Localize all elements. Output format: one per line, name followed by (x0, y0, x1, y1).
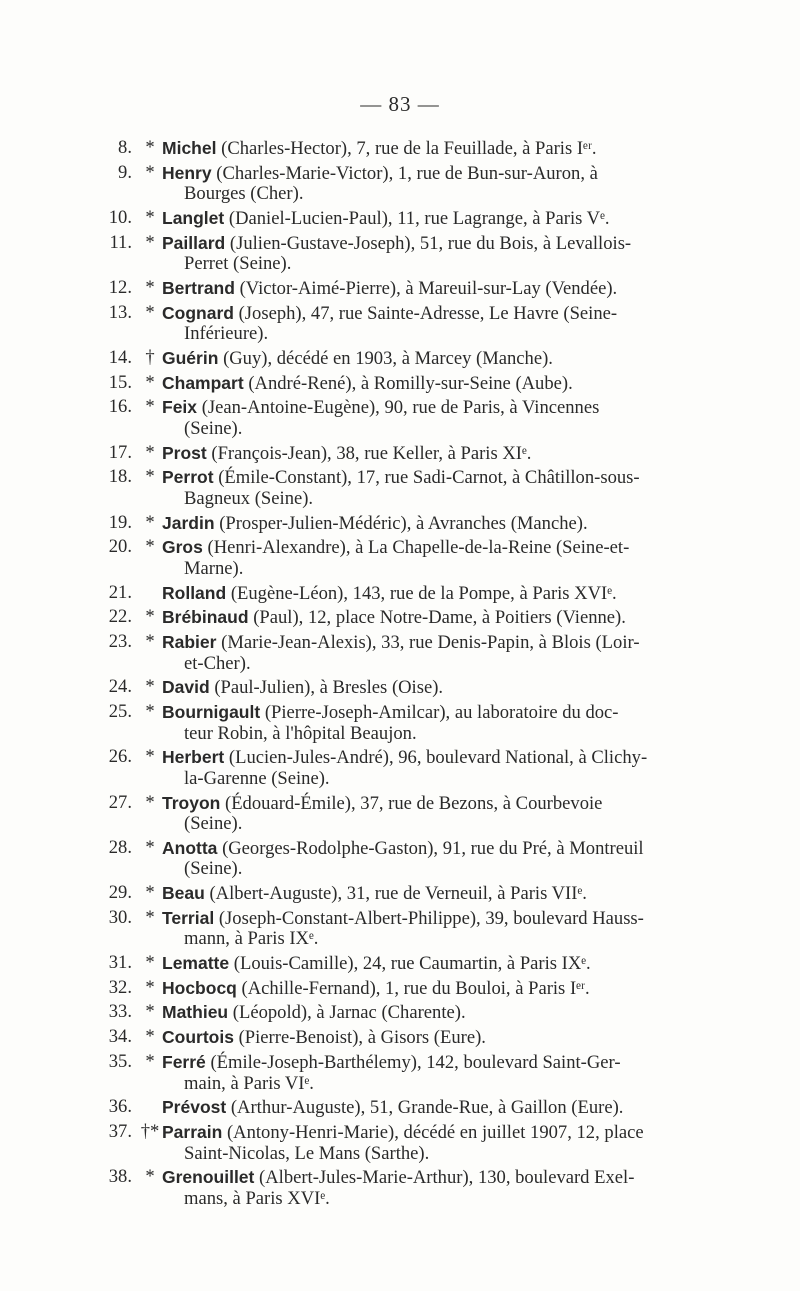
entry-details: (Henri-Alexandre), à La Chapelle-de-la-Reine (Seine-et- (207, 537, 630, 559)
entry-marker: * (145, 137, 155, 158)
entry-item (92, 883, 694, 905)
entry-details: (Paul-Julien), à Bresles (Oise). (214, 677, 444, 699)
entry-name: Langlet (162, 207, 225, 228)
entry-text (162, 348, 694, 370)
entry-number: 34. (108, 1026, 132, 1048)
page-number: — 83 — (360, 92, 440, 116)
entry-number: 29. (108, 881, 132, 903)
entry-marker: †* (140, 1120, 160, 1142)
entry-details: (Paul), 12, place Notre-Dame, à Poitiers (Vienne). (253, 607, 626, 629)
entry-item (92, 303, 694, 345)
entry-name: Prost (162, 442, 207, 463)
entry-item (92, 632, 694, 674)
entry-item (92, 1122, 694, 1164)
entry-number: 30. (108, 906, 132, 928)
entry-text (162, 908, 694, 950)
entry-details: (André-René), à Romilly-sur-Seine (Aube). (248, 372, 573, 394)
entry-marker: * (145, 511, 155, 533)
entry-number: 11. (109, 231, 132, 253)
entry-number: 31. (108, 951, 132, 973)
entry-details: (Victor-Aimé-Pierre), à Mareuil-sur-Lay (Vendée). (239, 277, 618, 299)
entry-number: 21. (108, 581, 132, 603)
entry-details: (Eugène-Léon), 143, rue de la Pompe, à Paris XVIᵉ. (230, 582, 617, 604)
entry-item (92, 373, 694, 395)
entry-number: 25. (108, 701, 132, 723)
entry-list (92, 138, 694, 1212)
entry-details: (Émile-Joseph-Barthélemy), 142, boulevard Saint-Ger- (210, 1051, 621, 1073)
entry-details: (Albert-Jules-Marie-Arthur), 130, boulevard Exel- (259, 1167, 635, 1189)
entry-item (92, 583, 694, 605)
entry-item (92, 908, 694, 950)
entry-item (92, 793, 694, 835)
entry-number: 36. (108, 1096, 132, 1118)
entry-number: 38. (108, 1166, 132, 1188)
entry-marker: * (145, 536, 155, 558)
entry-continuation: Marne). (184, 558, 244, 579)
entry-marker: * (145, 746, 155, 768)
entry-item (92, 978, 694, 1000)
entry-number: 20. (108, 536, 132, 558)
entry-number: 17. (108, 441, 132, 463)
entry-details: (Louis-Camille), 24, rue Caumartin, à Paris IXᵉ. (233, 952, 591, 974)
entry-text (162, 978, 694, 1000)
entry-text (162, 793, 694, 835)
entry-continuation: Bourges (Cher). (184, 183, 304, 205)
entry-details: (Marie-Jean-Alexis), 33, rue Denis-Papin, à Blois (Loir- (221, 632, 640, 654)
entry-name: Grenouillet (162, 1167, 255, 1188)
entry-name: Feix (162, 397, 198, 418)
entry-text (162, 467, 694, 509)
entry-marker: * (145, 1166, 155, 1188)
entry-text (162, 583, 694, 605)
entry-continuation: Inférieure). (184, 323, 269, 345)
entry-name: David (162, 677, 210, 698)
entry-details: (Guy), décédé en 1903, à Marcey (Manche). (223, 347, 553, 369)
entry-name: Hocbocq (162, 977, 237, 998)
entry-text (162, 747, 694, 789)
entry-number: 26. (108, 746, 132, 768)
entry-text (162, 1167, 694, 1209)
entry-continuation: et-Cher). (184, 652, 251, 674)
entry-marker: * (145, 276, 155, 298)
entry-text (162, 953, 694, 975)
entry-name: Mathieu (162, 1002, 229, 1023)
entry-name: Courtois (162, 1027, 234, 1048)
entry-text (162, 702, 694, 744)
entry-continuation: Perret (Seine). (184, 253, 292, 275)
entry-marker: * (145, 1026, 155, 1048)
entry-text (162, 1027, 694, 1049)
entry-text (162, 373, 694, 395)
entry-number: 37. (108, 1120, 132, 1142)
entry-item (92, 278, 694, 300)
entry-name: Rabier (162, 632, 217, 653)
entry-item (92, 607, 694, 629)
entry-continuation: (Seine). (184, 813, 243, 835)
entry-marker: * (145, 631, 155, 653)
entry-number: 13. (108, 301, 132, 323)
entry-details: (Charles-Marie-Victor), 1, rue de Bun-sur-Auron, à (216, 162, 598, 184)
entry-continuation: mann, à Paris IXᵉ. (184, 928, 319, 950)
entry-name: Herbert (162, 747, 225, 768)
entry-marker: * (145, 881, 155, 903)
entry-text (162, 208, 694, 230)
entry-marker: * (145, 231, 155, 253)
entry-continuation: mans, à Paris XVIᵉ. (184, 1187, 330, 1209)
entry-name: Jardin (162, 512, 215, 533)
entry-name: Bertrand (162, 277, 235, 298)
entry-text (162, 397, 694, 439)
entry-item (92, 467, 694, 509)
entry-text (162, 537, 694, 579)
entry-number: 12. (108, 276, 132, 298)
entry-marker: * (145, 206, 155, 228)
entry-details: (Léopold), à Jarnac (Charente). (232, 1002, 466, 1024)
entry-details: (Daniel-Lucien-Paul), 11, rue Lagrange, à Paris Vᵉ. (228, 207, 610, 229)
entry-details: (Prosper-Julien-Médéric), à Avranches (Manche). (219, 512, 588, 534)
entry-details: (François-Jean), 38, rue Keller, à Paris XIᵉ. (211, 442, 532, 464)
entry-name: Prévost (162, 1097, 227, 1118)
entry-name: Terrial (162, 907, 215, 928)
entry-item (92, 1052, 694, 1094)
entry-item (92, 1167, 694, 1209)
entry-text (162, 1002, 694, 1024)
entry-number: 16. (108, 396, 132, 418)
entry-item (92, 208, 694, 230)
entry-name: Michel (162, 138, 217, 158)
entry-name: Champart (162, 372, 244, 393)
entry-name: Guérin (162, 347, 219, 368)
entry-continuation: (Seine). (184, 418, 243, 440)
entry-name: Cognard (162, 302, 234, 323)
entry-details: (Joseph), 47, rue Sainte-Adresse, Le Havre (Seine- (238, 302, 618, 324)
entry-marker: * (145, 976, 155, 998)
entry-item (92, 348, 694, 370)
entry-details: (Édouard-Émile), 37, rue de Bezons, à Courbevoie (225, 792, 603, 814)
entry-marker: * (145, 906, 155, 928)
entry-marker: * (145, 606, 155, 628)
entry-text (162, 138, 694, 160)
entry-item (92, 138, 694, 160)
entry-text (162, 163, 694, 205)
entry-details: (Arthur-Auguste), 51, Grande-Rue, à Gaillon (Eure). (230, 1097, 624, 1119)
entry-number: 15. (108, 371, 132, 393)
entry-details: (Joseph-Constant-Albert-Philippe), 39, boulevard Hauss- (218, 907, 644, 929)
entry-name: Ferré (162, 1051, 206, 1072)
entry-text (162, 632, 694, 674)
entry-number: 33. (108, 1001, 132, 1023)
entry-marker: * (145, 951, 155, 973)
entry-details: (Antony-Henri-Marie), décédé en juillet 1907, 12, place (226, 1121, 644, 1143)
entry-number: 9. (118, 161, 132, 183)
entry-details: (Charles-Hector), 7, rue de la Feuillade, à Paris Iᵉʳ. (221, 138, 597, 159)
entry-text (162, 1097, 694, 1119)
entry-text (162, 1122, 694, 1164)
entry-number: 18. (108, 466, 132, 488)
entry-text (162, 1052, 694, 1094)
entry-marker: * (145, 836, 155, 858)
entry-item (92, 537, 694, 579)
entry-item (92, 1002, 694, 1024)
entry-name: Troyon (162, 792, 221, 813)
entry-details: (Julien-Gustave-Joseph), 51, rue du Bois, à Levallois- (229, 232, 632, 254)
entry-name: Paillard (162, 232, 226, 253)
entry-item (92, 677, 694, 699)
entry-marker: * (145, 676, 155, 698)
entry-continuation: la-Garenne (Seine). (184, 767, 330, 789)
entry-item (92, 838, 694, 880)
entry-name: Beau (162, 882, 205, 903)
entry-details: (Pierre-Benoist), à Gisors (Eure). (238, 1027, 486, 1049)
entry-text (162, 278, 694, 300)
entry-number: 27. (108, 791, 132, 813)
entry-item (92, 163, 694, 205)
entry-marker: † (145, 346, 155, 368)
entry-continuation: teur Robin, à l'hôpital Beaujon. (184, 722, 417, 744)
entry-text (162, 233, 694, 275)
entry-item (92, 397, 694, 439)
entry-name: Parrain (162, 1121, 223, 1142)
entry-text (162, 303, 694, 345)
entry-text (162, 677, 694, 699)
entry-continuation: Bagneux (Seine). (184, 488, 314, 510)
entry-number: 23. (108, 631, 132, 653)
entry-name: Rolland (162, 582, 227, 603)
entry-item (92, 1097, 694, 1119)
entry-marker: * (145, 791, 155, 813)
entry-details: (Jean-Antoine-Eugène), 90, rue de Paris, à Vincennes (201, 397, 600, 419)
entry-text (162, 838, 694, 880)
entry-details: (Pierre-Joseph-Amilcar), au laboratoire du doc- (264, 702, 619, 724)
entry-name: Lematte (162, 952, 230, 973)
entry-details: (Georges-Rodolphe-Gaston), 91, rue du Pré, à Montreuil (222, 837, 644, 859)
entry-marker: * (145, 1001, 155, 1023)
entry-details: (Émile-Constant), 17, rue Sadi-Carnot, à Châtillon-sous- (218, 467, 640, 489)
entry-name: Anotta (162, 837, 218, 858)
entry-item (92, 513, 694, 535)
entry-name: Perrot (162, 467, 214, 488)
entry-continuation: Saint-Nicolas, Le Mans (Sarthe). (184, 1142, 430, 1164)
entry-name: Brébinaud (162, 607, 249, 628)
entry-marker: * (145, 161, 155, 183)
entry-number: 24. (108, 676, 132, 698)
entry-number: 22. (108, 606, 132, 628)
entry-name: Henry (162, 162, 212, 183)
entry-number: 8. (118, 137, 132, 158)
entry-number: 32. (108, 976, 132, 998)
entry-marker: * (145, 396, 155, 418)
entry-text (162, 443, 694, 465)
entry-name: Bournigault (162, 702, 261, 723)
entry-details: (Albert-Auguste), 31, rue de Verneuil, à Paris VIIᵉ. (209, 882, 587, 904)
entry-item (92, 1027, 694, 1049)
entry-marker: * (145, 466, 155, 488)
entry-item (92, 747, 694, 789)
entry-marker: * (145, 371, 155, 393)
entry-item (92, 233, 694, 275)
entry-text (162, 607, 694, 629)
entry-continuation: main, à Paris VIᵉ. (184, 1072, 314, 1094)
entry-marker: * (145, 1050, 155, 1072)
entry-item (92, 443, 694, 465)
entry-number: 35. (108, 1050, 132, 1072)
entry-marker: * (145, 441, 155, 463)
entry-continuation: (Seine). (184, 858, 243, 880)
entry-item (92, 953, 694, 975)
entry-number: 28. (108, 836, 132, 858)
entry-text (162, 513, 694, 535)
entry-marker: * (145, 701, 155, 723)
entry-number: 19. (108, 511, 132, 533)
entry-marker: * (145, 301, 155, 323)
entry-text (162, 883, 694, 905)
entry-details: (Achille-Fernand), 1, rue du Bouloi, à Paris Iᵉʳ. (241, 977, 590, 999)
entry-name: Gros (162, 537, 203, 558)
entry-number: 14. (108, 346, 132, 368)
entry-details: (Lucien-Jules-André), 96, boulevard National, à Clichy- (228, 747, 648, 769)
entry-number: 10. (108, 206, 132, 228)
entry-item (92, 702, 694, 744)
